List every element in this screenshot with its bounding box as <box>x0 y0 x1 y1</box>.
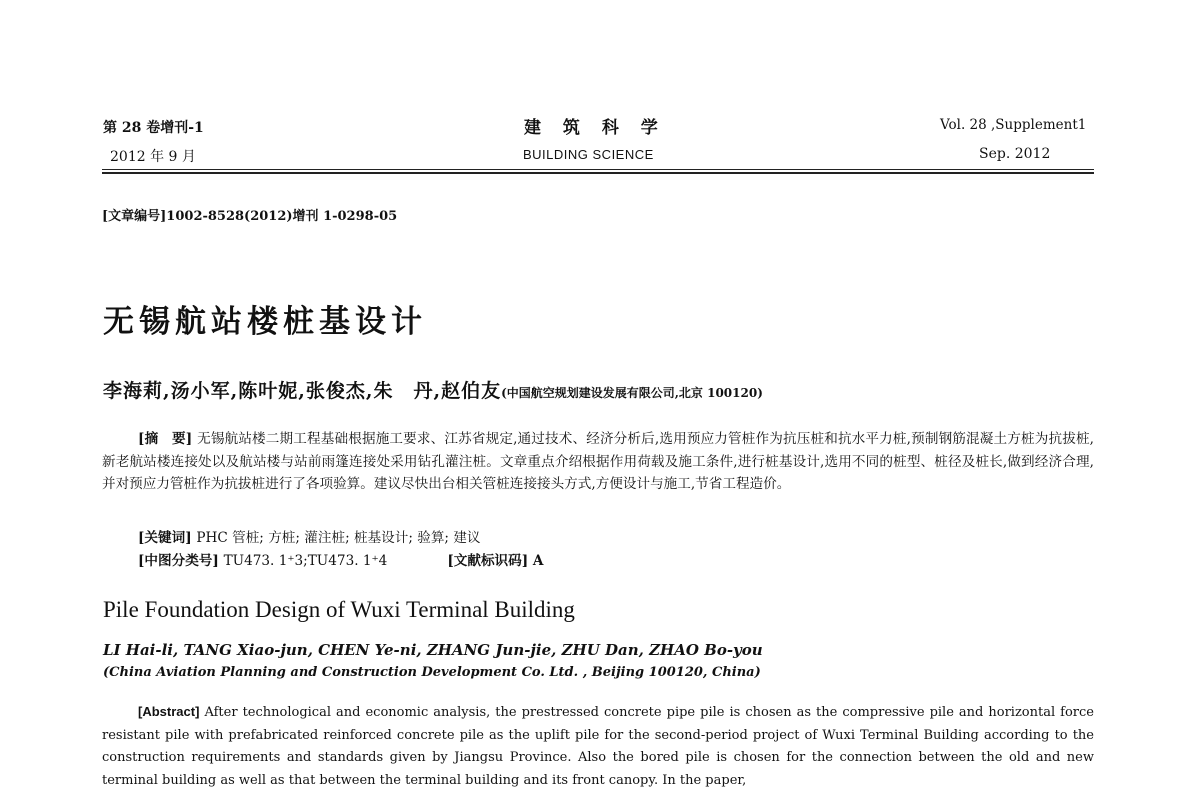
abstract-cn-text: 无锡航站楼二期工程基础根据施工要求、江苏省规定,通过技术、经济分析后,选用预应力管桩作为抗压桩和抗水平力桩,预制钢筋混凝土方桩为抗拔桩,新老航站楼连接处以及航站楼与站前雨篷连接处采用钻孔灌注桩。文章重点介绍根据作用荷载及施工条件,进行桩基设计,选用不同的桩型、桩径及桩长,做到经济合理,并对预应力管桩作为抗拔桩进行了各项验算。建议尽快出台相关管桩连接接头方式,方便设计与施工,节省工程造价。 <box>102 431 1094 492</box>
keywords-cn <box>138 526 481 546</box>
classification-label: [中图分类号] <box>138 553 219 569</box>
doc-code-value: A <box>532 553 544 569</box>
journal-date-en: Sep. 2012 <box>979 146 1051 162</box>
abstract-en <box>102 701 1094 792</box>
journal-name-cn: 建 筑 科 学 <box>524 118 666 138</box>
header-rule-bottom <box>102 172 1094 174</box>
authors-cn-line <box>103 376 763 403</box>
title-en: Pile Foundation Design of Wuxi Terminal Building <box>103 597 575 622</box>
journal-volume-en: Vol. 28 ,Supplement1 <box>940 117 1087 133</box>
authors-cn: 李海莉,汤小军,陈叶妮,张俊杰,朱 丹,赵伯友 <box>103 380 502 402</box>
classification-line <box>138 549 543 569</box>
header-rule-top <box>102 169 1094 170</box>
abstract-cn <box>102 428 1094 496</box>
article-number: [文章编号]1002-8528(2012)增刊 1-0298-05 <box>102 209 398 224</box>
affiliation-en: (China Aviation Planning and Construction Development Co. Ltd. , Beijing 100120, China) <box>103 665 761 680</box>
affiliation-cn: (中国航空规划建设发展有限公司,北京 100120) <box>501 386 763 400</box>
journal-date: 2012 年 9 月 <box>110 149 196 165</box>
doc-code-label: [文献标识码] <box>447 553 529 569</box>
journal-volume: 第 28 卷增刊-1 <box>103 120 204 136</box>
abstract-cn-label: [摘 要] <box>138 431 193 447</box>
title-cn: 无锡航站楼桩基设计 <box>103 304 427 340</box>
abstract-en-label: [Abstract] <box>138 704 200 719</box>
authors-en: LI Hai-li, TANG Xiao-jun, CHEN Ye-ni, ZHANG Jun-jie, ZHU Dan, ZHAO Bo-you <box>103 641 763 659</box>
keywords-cn-text: PHC 管桩; 方桩; 灌注桩; 桩基设计; 验算; 建议 <box>196 530 481 546</box>
keywords-cn-label: [关键词] <box>138 530 192 546</box>
journal-name-en: BUILDING SCIENCE <box>523 147 654 162</box>
classification-value: TU473. 1⁺3;TU473. 1⁺4 <box>223 553 388 569</box>
abstract-en-text: After technological and economic analysis, the prestressed concrete pipe pile is chosen as the compressive pile and horizontal force resistant pile with prefabricated reinforced concrete pile as the uplift pile for the second-period project of Wuxi Terminal Building according to the construction requirements and standards given by Jiangsu Province. Also the bored pile is chosen for the connection between the old and new terminal building as well as that between the terminal building and its front canopy. In the paper, <box>102 705 1094 788</box>
